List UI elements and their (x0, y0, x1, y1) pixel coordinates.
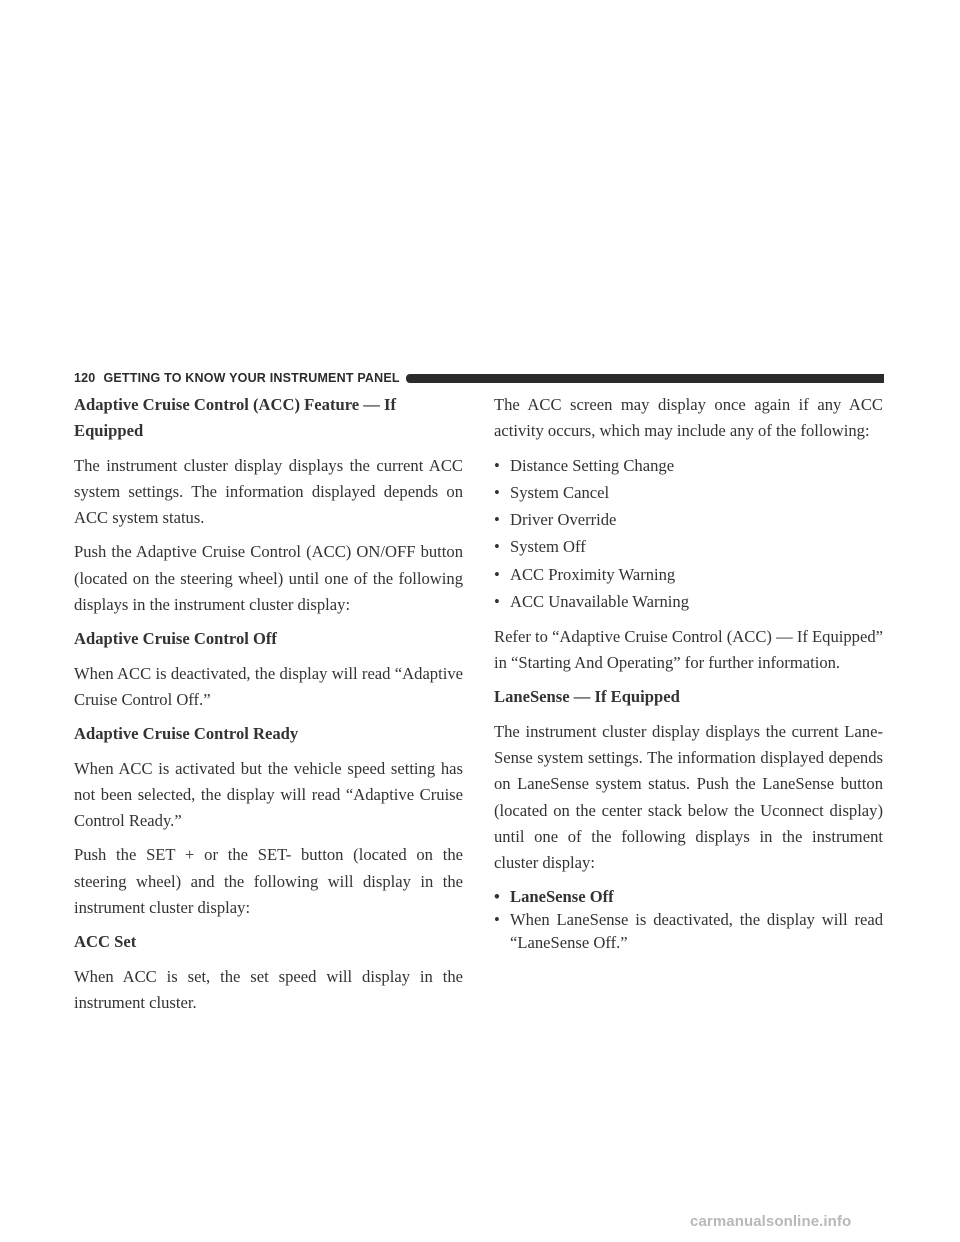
acc-activity-paragraph: The ACC screen may display once again if any ACC activity occurs, which may include any of the following: (494, 395, 883, 441)
right-column (494, 392, 883, 962)
list-item: • System Cancel (494, 480, 883, 507)
header-rule (406, 374, 884, 383)
acc-ready-paragraph: When ACC is activated but the vehicle speed setting has not been selected, the display will read “Adaptive Cruise Control Ready.” (74, 758, 463, 831)
acc-feature-heading: Adaptive Cruise Control (ACC) Feature — If Equipped (74, 395, 397, 441)
page-number: 120 (74, 371, 96, 385)
lanesense-heading: LaneSense — If Equipped (494, 687, 680, 707)
acc-off-paragraph: When ACC is deactivated, the display will read “Adaptive Cruise Control Off.” (74, 663, 463, 709)
watermark: carmanualsonline.info (690, 1213, 852, 1230)
acc-reference-paragraph: Refer to “Adaptive Cruise Control (ACC) — If Equipped” in “Starting And Operating” for further information. (494, 626, 883, 673)
acc-off-heading: Adaptive Cruise Control Off (74, 629, 277, 649)
acc-button-paragraph: Push the Adaptive Cruise Control (ACC) ON/OFF button (located on the steering wheel) until one of the following displays in the instrument cluster display: (74, 542, 463, 615)
acc-set-button-paragraph: Push the SET + or the SET- button (located on the steering wheel) and the following will display in the instrument cluster display: (74, 845, 463, 918)
list-item: • System Off (494, 534, 883, 561)
acc-set-paragraph: When ACC is set, the set speed will display in the instrument cluster. (74, 966, 463, 1012)
list-item: • LaneSense Off (494, 885, 883, 908)
acc-activity-list (494, 453, 883, 616)
page-header (74, 371, 884, 385)
section-title: GETTING TO KNOW YOUR INSTRUMENT PANEL (103, 371, 400, 385)
lanesense-list (494, 885, 883, 954)
acc-intro-paragraph: The instrument cluster display displays the current ACC system settings. The information displayed depends on ACC system status. (74, 455, 463, 528)
list-item: • Distance Setting Change (494, 453, 883, 480)
list-item: • When LaneSense is deactivated, the display will read “LaneSense Off.” (494, 908, 883, 954)
list-item: • ACC Proximity Warning (494, 562, 883, 589)
list-item: • ACC Unavailable Warning (494, 589, 883, 616)
list-item: • Driver Override (494, 507, 883, 534)
acc-set-heading: ACC Set (74, 932, 137, 952)
lanesense-paragraph: The instrument cluster display displays the current Lane-Sense system settings. The information displayed depends on LaneSense system status. Push the LaneSense button (located on the center stack below the Uconnect display) until one of the following displays in the instrument cluster display: (494, 721, 883, 873)
left-column (74, 392, 463, 1024)
acc-ready-heading: Adaptive Cruise Control Ready (74, 724, 299, 744)
